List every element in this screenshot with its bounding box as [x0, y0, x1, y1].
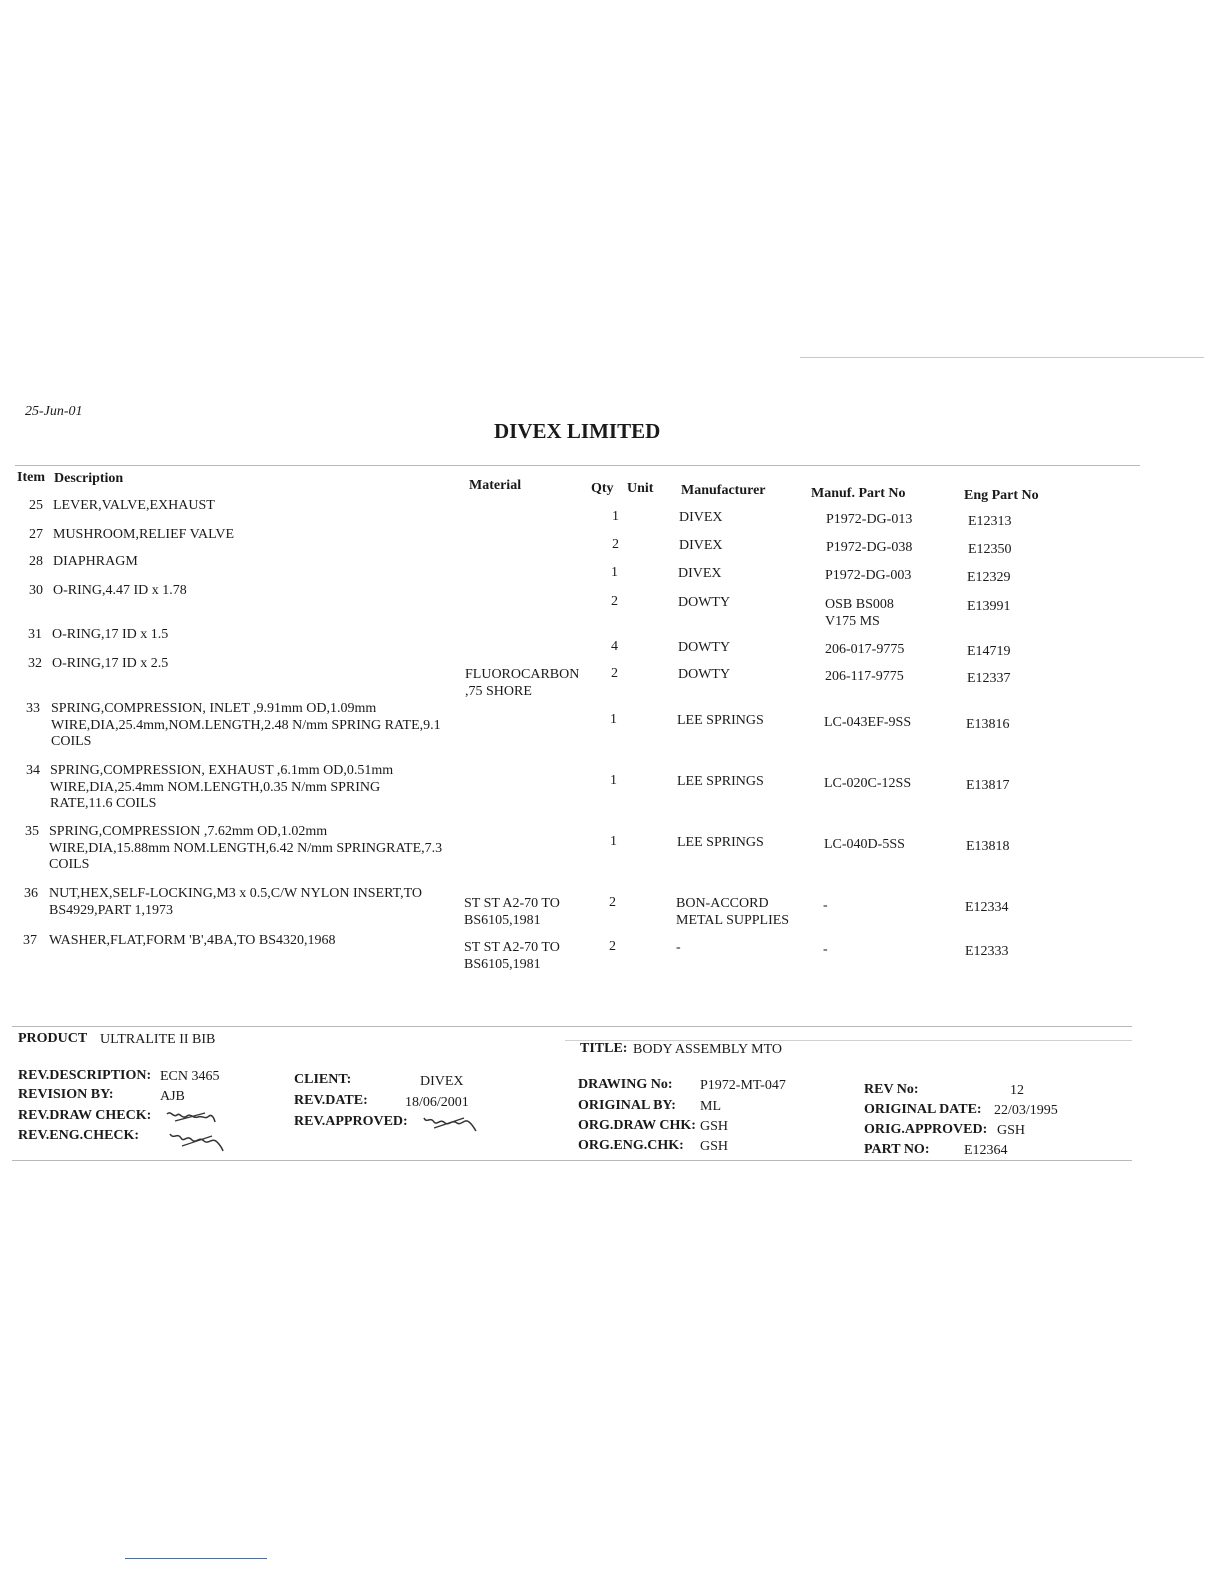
org-draw-chk-label: ORG.DRAW CHK: [578, 1118, 696, 1133]
row-qty: 1 [610, 712, 617, 727]
original-by-value: ML [700, 1099, 721, 1114]
col-header-manuf-part-no: Manuf. Part No [811, 486, 906, 501]
org-draw-chk-value: GSH [700, 1119, 729, 1134]
row-eng-part-no: E12350 [968, 542, 1012, 557]
row-manuf-part-no: OSB BS008 V175 MS [825, 597, 894, 629]
row-manuf-part-no: 206-117-9775 [825, 669, 904, 684]
revision-by-label: REVISION BY: [18, 1087, 114, 1102]
org-eng-chk-label: ORG.ENG.CHK: [578, 1138, 684, 1153]
row-description: WASHER,FLAT,FORM 'B',4BA,TO BS4320,1968 [49, 933, 336, 948]
org-eng-chk-value: GSH [700, 1139, 729, 1154]
col-header-item: Item [17, 470, 45, 485]
drawing-no-label: DRAWING No: [578, 1077, 673, 1092]
orig-approved-label: ORIG.APPROVED: [864, 1122, 988, 1137]
footer-mid-rule [565, 1040, 1132, 1041]
row-eng-part-no: E13816 [966, 717, 1010, 732]
client-label: CLIENT: [294, 1072, 352, 1087]
row-item-number: 32 [28, 656, 42, 671]
row-qty: 2 [611, 666, 618, 681]
orig-approved-value: GSH [997, 1123, 1026, 1138]
row-description: SPRING,COMPRESSION, INLET ,9.91mm OD,1.09mm WIRE,DIA,25.4mm,NOM.LENGTH,2.48 N/mm SPRING RATE,9.1 COILS [51, 701, 441, 749]
row-material: FLUOROCARBON ,75 SHORE [465, 667, 580, 699]
part-no-value: E12364 [964, 1143, 1008, 1158]
rev-no-label: REV No: [864, 1082, 919, 1097]
client-value: DIVEX [420, 1074, 464, 1089]
row-manufacturer: DOWTY [678, 640, 731, 655]
row-eng-part-no: E12334 [965, 900, 1009, 915]
row-eng-part-no: E12313 [968, 514, 1012, 529]
row-manufacturer: BON-ACCORD METAL SUPPLIES [676, 896, 790, 928]
original-by-label: ORIGINAL BY: [578, 1098, 676, 1113]
row-qty: 2 [609, 939, 616, 954]
revision-by-value: AJB [160, 1089, 185, 1104]
row-item-number: 34 [26, 763, 40, 778]
row-manufacturer: DOWTY [678, 595, 731, 610]
row-qty: 2 [611, 594, 618, 609]
row-description: SPRING,COMPRESSION, EXHAUST ,6.1mm OD,0.51mm WIRE,DIA,25.4mm NOM.LENGTH,0.35 N/mm SPRING RATE,11.6 COILS [50, 763, 394, 811]
row-manufacturer: DOWTY [678, 667, 731, 682]
row-manuf-part-no: LC-020C-12SS [824, 776, 912, 791]
row-eng-part-no: E13817 [966, 778, 1010, 793]
company-title: DIVEX LIMITED [494, 419, 661, 443]
row-manuf-part-no: - [823, 898, 828, 913]
row-manufacturer: DIVEX [679, 538, 723, 553]
row-item-number: 27 [29, 527, 43, 542]
part-no-label: PART NO: [864, 1142, 930, 1157]
row-manufacturer: - [676, 940, 681, 955]
row-item-number: 28 [29, 554, 43, 569]
original-date-value: 22/03/1995 [994, 1103, 1058, 1118]
row-description: O-RING,4.47 ID x 1.78 [53, 583, 187, 598]
row-item-number: 25 [29, 498, 43, 513]
row-manufacturer: LEE SPRINGS [677, 774, 764, 789]
row-description: SPRING,COMPRESSION ,7.62mm OD,1.02mm WIRE,DIA,15.88mm NOM.LENGTH,6.42 N/mm SPRINGRATE,7.3 COILS [49, 824, 443, 872]
row-item-number: 30 [29, 583, 43, 598]
row-item-number: 36 [24, 886, 38, 901]
row-eng-part-no: E14719 [967, 644, 1011, 659]
row-material: ST ST A2-70 TO BS6105,1981 [464, 896, 560, 928]
row-item-number: 37 [23, 933, 37, 948]
row-qty: 1 [610, 834, 617, 849]
header-rule [15, 465, 1140, 466]
row-item-number: 35 [25, 824, 39, 839]
rev-approved-label: REV.APPROVED: [294, 1114, 408, 1129]
row-qty: 1 [612, 509, 619, 524]
row-qty: 1 [611, 565, 618, 580]
rev-date-value: 18/06/2001 [405, 1095, 469, 1110]
drawing-no-value: P1972-MT-047 [700, 1078, 786, 1093]
row-manuf-part-no: P1972-DG-038 [826, 540, 913, 555]
col-header-qty: Qty [591, 481, 614, 496]
row-description: O-RING,17 ID x 2.5 [52, 656, 169, 671]
row-material: ST ST A2-70 TO BS6105,1981 [464, 940, 560, 972]
col-header-manufacturer: Manufacturer [681, 483, 766, 498]
row-qty: 4 [611, 639, 618, 654]
row-eng-part-no: E13818 [966, 839, 1010, 854]
col-header-unit: Unit [627, 481, 654, 496]
col-header-description: Description [54, 471, 124, 486]
scan-artifact-bar [125, 1558, 267, 1559]
col-header-material: Material [469, 478, 522, 493]
rev-eng-check-signature [168, 1128, 226, 1154]
rev-description-value: ECN 3465 [160, 1069, 220, 1084]
col-header-eng-part-no: Eng Part No [964, 488, 1039, 503]
title-label: TITLE: [580, 1041, 628, 1056]
row-manufacturer: DIVEX [679, 510, 723, 525]
row-qty: 2 [609, 895, 616, 910]
row-manuf-part-no: - [823, 942, 828, 957]
row-manuf-part-no: P1972-DG-013 [826, 512, 913, 527]
row-manufacturer: DIVEX [678, 566, 722, 581]
original-date-label: ORIGINAL DATE: [864, 1102, 982, 1117]
row-manufacturer: LEE SPRINGS [677, 835, 764, 850]
product-value: ULTRALITE II BIB [100, 1032, 216, 1047]
product-label: PRODUCT [18, 1031, 88, 1046]
scan-artifact-line [800, 357, 1204, 358]
rev-draw-check-label: REV.DRAW CHECK: [18, 1108, 152, 1123]
row-manuf-part-no: P1972-DG-003 [825, 568, 912, 583]
row-manuf-part-no: LC-043EF-9SS [824, 715, 912, 730]
rev-description-label: REV.DESCRIPTION: [18, 1068, 152, 1083]
row-description: DIAPHRAGM [53, 554, 138, 569]
rev-no-value: 12 [1010, 1083, 1024, 1098]
row-qty: 2 [612, 537, 619, 552]
row-description: O-RING,17 ID x 1.5 [52, 627, 169, 642]
row-manufacturer: LEE SPRINGS [677, 713, 764, 728]
row-manuf-part-no: 206-017-9775 [825, 642, 905, 657]
rev-approved-signature [422, 1112, 478, 1134]
row-eng-part-no: E12333 [965, 944, 1009, 959]
row-description: MUSHROOM,RELIEF VALVE [53, 527, 234, 542]
row-eng-part-no: E12329 [967, 570, 1011, 585]
row-description: LEVER,VALVE,EXHAUST [53, 498, 215, 513]
row-qty: 1 [610, 773, 617, 788]
row-item-number: 31 [28, 627, 42, 642]
row-manuf-part-no: LC-040D-5SS [824, 837, 905, 852]
title-value: BODY ASSEMBLY MTO [633, 1042, 782, 1057]
rev-eng-check-label: REV.ENG.CHECK: [18, 1128, 140, 1143]
rev-date-label: REV.DATE: [294, 1093, 368, 1108]
row-description: NUT,HEX,SELF-LOCKING,M3 x 0.5,C/W NYLON INSERT,TO BS4929,PART 1,1973 [49, 886, 422, 918]
row-eng-part-no: E12337 [967, 671, 1011, 686]
rev-draw-check-signature [165, 1106, 217, 1128]
row-item-number: 33 [26, 701, 40, 716]
document-date: 25-Jun-01 [25, 404, 83, 419]
row-eng-part-no: E13991 [967, 599, 1011, 614]
footer-bottom-rule [12, 1160, 1132, 1161]
footer-top-rule [12, 1026, 1132, 1027]
